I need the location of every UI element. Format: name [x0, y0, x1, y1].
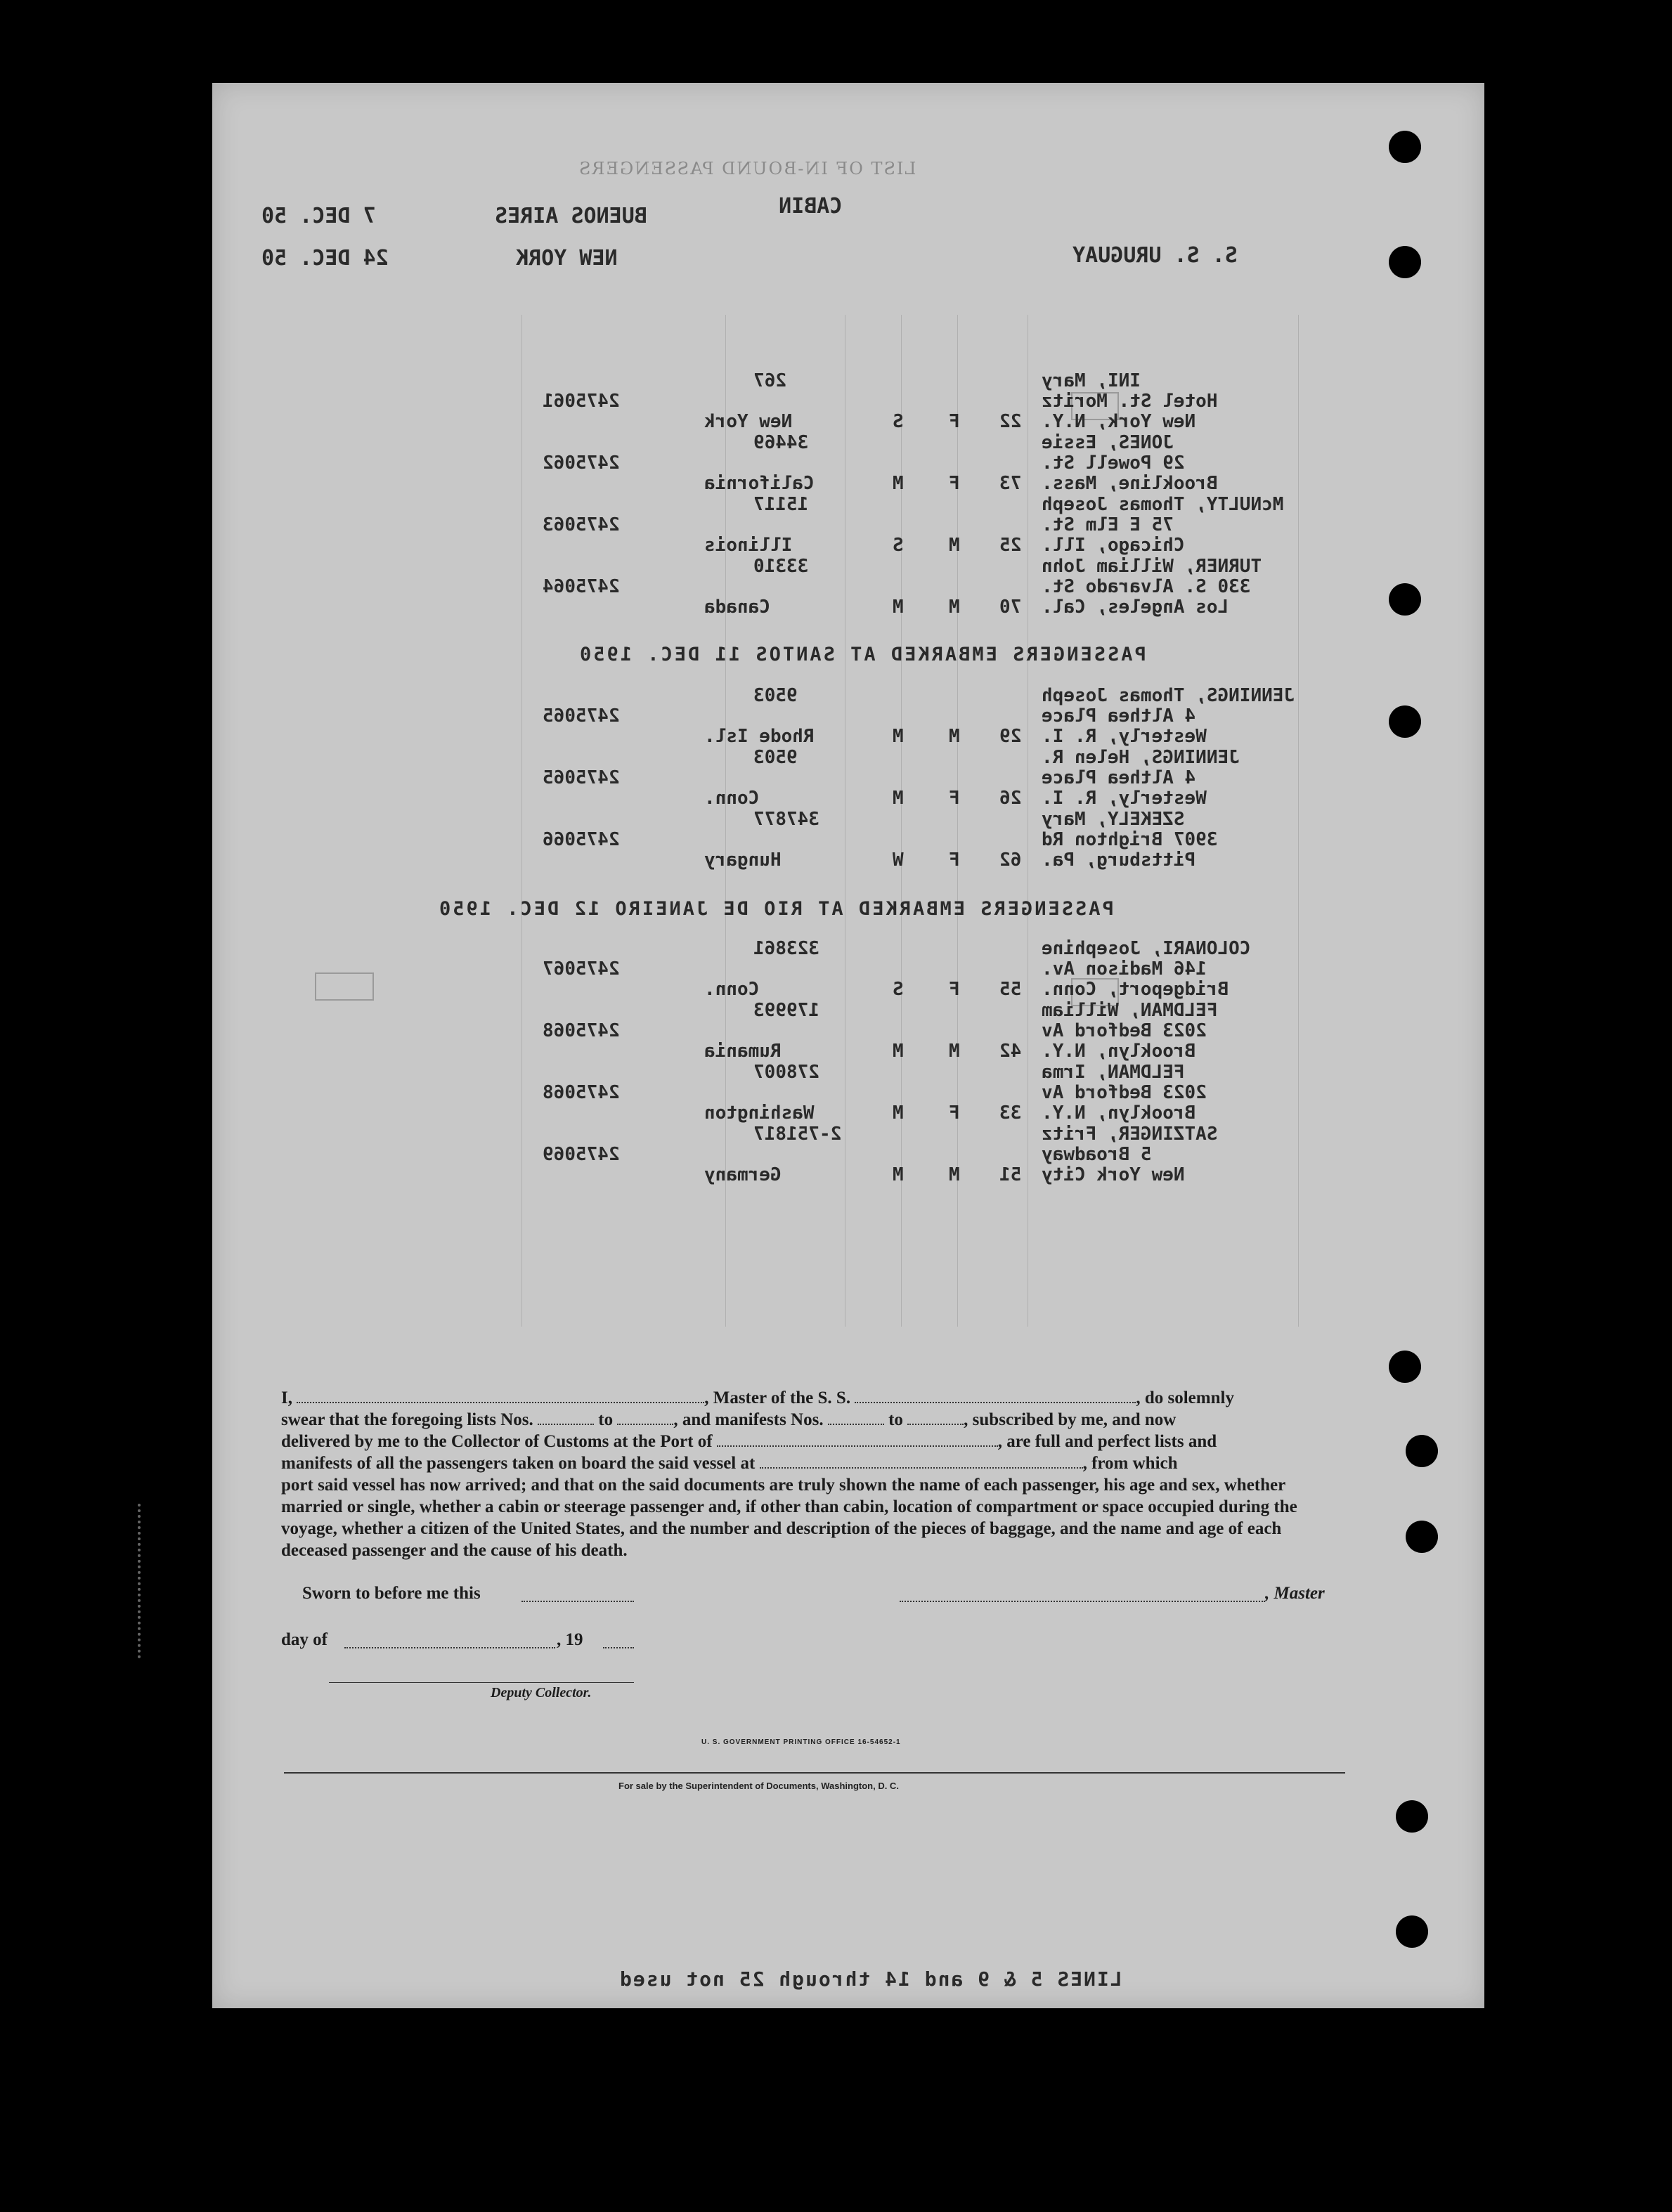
- passenger-number: 2475061: [543, 391, 620, 412]
- passenger-number: 2475066: [543, 829, 620, 850]
- section-rio: PASSENGERS EMBARKED AT RIO DE JANEIRO 12 DEC. 1950: [437, 898, 1114, 920]
- passenger-state: Conn.: [704, 788, 760, 809]
- punch-hole: [1389, 131, 1421, 163]
- passenger-status: W: [893, 850, 904, 871]
- passenger-address2: Westerly, R. I.: [1042, 788, 1207, 809]
- passenger-name: JENNINGS, Helen R.: [1042, 747, 1240, 768]
- passenger-name: McNULTY, Thomas Joseph: [1042, 494, 1284, 515]
- passenger-number: 2475065: [543, 767, 620, 788]
- passenger-sex: M: [949, 535, 960, 556]
- passenger-state: Hungary: [704, 850, 782, 871]
- passenger-age: 26: [999, 788, 1022, 809]
- oath-text: , Master of the S. S.: [704, 1388, 851, 1407]
- scan-artifact: [138, 1504, 148, 1658]
- passenger-address2: Westerly, R. I.: [1042, 726, 1207, 747]
- passenger-age: 51: [999, 1164, 1022, 1185]
- class-label: CABIN: [779, 194, 843, 219]
- passenger-age: 70: [999, 597, 1022, 618]
- passenger-sex: M: [949, 597, 960, 618]
- punch-hole: [1396, 1915, 1428, 1948]
- passenger-name: FELDMAN, Irma: [1042, 1062, 1185, 1083]
- passenger-state: Canada: [704, 597, 770, 618]
- passenger-sex: F: [949, 788, 960, 809]
- passenger-age: 22: [999, 411, 1022, 432]
- sworn-day-blank: [521, 1601, 634, 1602]
- passenger-state: Germany: [704, 1164, 782, 1185]
- list-from-blank: [538, 1410, 594, 1425]
- passenger-ref: 33310: [753, 556, 809, 577]
- passenger-sex: F: [949, 473, 960, 494]
- passenger-address2: Pittsburg, Pa.: [1042, 850, 1196, 871]
- passenger-status: S: [893, 411, 904, 432]
- passenger-address2: Brooklyn, N.Y.: [1042, 1041, 1196, 1062]
- passenger-sex: F: [949, 1102, 960, 1124]
- passenger-address1: 5 Broadway: [1042, 1144, 1152, 1165]
- day-of-blank: [344, 1647, 555, 1648]
- deputy-label: Deputy Collector.: [491, 1685, 592, 1700]
- passenger-status: M: [893, 1041, 904, 1062]
- column-rule: [1298, 315, 1299, 1327]
- passenger-address2: Los Angeles, Cal.: [1042, 597, 1229, 618]
- list-to-blank: [617, 1410, 673, 1425]
- vessel-name: S. S. URUGUAY: [1072, 243, 1238, 268]
- port-blank: [717, 1431, 998, 1447]
- passenger-number: 2475064: [543, 576, 620, 597]
- passenger-name: TURNER, William John: [1042, 556, 1262, 577]
- oath-text: , and manifests Nos.: [673, 1410, 824, 1429]
- passenger-sex: F: [949, 850, 960, 871]
- deputy-signature-blank: [329, 1682, 634, 1683]
- manifest-from-blank: [828, 1410, 884, 1425]
- oath-text: , subscribed by me, and now: [964, 1410, 1177, 1429]
- passenger-name: JONES, Essie: [1042, 432, 1174, 453]
- passenger-sex: F: [949, 979, 960, 1000]
- passenger-name: SZEKELY, Mary: [1042, 809, 1185, 830]
- from-port: BUENOS AIRES: [495, 204, 647, 228]
- passenger-number: 2475065: [543, 705, 620, 727]
- punch-hole: [1406, 1521, 1438, 1553]
- passenger-ref: 278007: [753, 1062, 819, 1083]
- passenger-address1: Hotel St. Moritz: [1042, 391, 1218, 412]
- passenger-address2: Chicago, Ill.: [1042, 535, 1185, 556]
- passenger-status: S: [893, 535, 904, 556]
- passenger-status: M: [893, 1102, 904, 1124]
- passenger-state: California: [704, 473, 815, 494]
- year-label: , 19: [557, 1630, 583, 1649]
- oath-text: swear that the foregoing lists Nos.: [281, 1410, 533, 1429]
- passenger-age: 73: [999, 473, 1022, 494]
- passenger-address2: Brooklyn, N.Y.: [1042, 1102, 1196, 1124]
- passenger-address1: 75 E Elm St.: [1042, 514, 1174, 535]
- oath-text: manifests of all the passengers taken on board the said vessel at: [281, 1454, 756, 1473]
- passenger-ref: 323861: [753, 938, 819, 959]
- passenger-ref: 9503: [753, 747, 798, 768]
- footer-rule: [284, 1772, 1345, 1774]
- passenger-sex: M: [949, 1041, 960, 1062]
- passenger-ref: 2-751817: [753, 1124, 842, 1145]
- oath-paragraph: [281, 1387, 1349, 1561]
- passenger-address2: New York City: [1042, 1164, 1185, 1185]
- passenger-name: JENNINGS, Thomas Joseph: [1042, 685, 1295, 706]
- passenger-address2: New York, N.Y.: [1042, 411, 1196, 432]
- passenger-ref: 15117: [753, 494, 809, 515]
- passenger-address1: 3907 Brighton Rd: [1042, 829, 1218, 850]
- passenger-age: 62: [999, 850, 1022, 871]
- punch-hole: [1389, 583, 1421, 616]
- passenger-ref: 179993: [753, 1000, 819, 1021]
- passenger-name: SATZINGER, Fritz: [1042, 1124, 1218, 1145]
- arrival-date: 24 DEC. 50: [261, 246, 389, 271]
- passenger-number: 2475063: [543, 514, 620, 535]
- punch-hole: [1389, 1351, 1421, 1383]
- stamp-box: [315, 972, 374, 1001]
- sworn-label: Sworn to before me this: [302, 1584, 481, 1603]
- year-blank: [603, 1647, 634, 1648]
- passenger-name: COLONARI, Josephine: [1042, 938, 1251, 959]
- passenger-address2: Brookline, Mass.: [1042, 473, 1218, 494]
- oath-body: port said vessel has now arrived; and that on the said documents are truly shown the name of each passenger, his age and sex, whether married or single, whether a cabin or steerage passenger and, if other than cabin, location of compartment or space occupied during the voyage, whether a citizen of the United States, and the number and description of the pieces of baggage, and the name and age of each deceased passenger and the cause of his death.: [281, 1476, 1297, 1560]
- passenger-ref: 267: [753, 370, 786, 391]
- oath-text: to: [598, 1410, 614, 1429]
- punch-hole: [1396, 1800, 1428, 1833]
- passenger-status: M: [893, 1164, 904, 1185]
- passenger-address1: 4 Althea Place: [1042, 705, 1196, 727]
- passenger-name: FELDMAN, William: [1042, 1000, 1218, 1021]
- day-of-label: day of: [281, 1630, 328, 1649]
- passenger-state: Washington: [704, 1102, 815, 1124]
- from-date: 7 DEC. 50: [261, 204, 376, 228]
- section-santos: PASSENGERS EMBARKED AT SANTOS 11 DEC. 1950: [578, 644, 1146, 665]
- vessel-name-blank: [855, 1388, 1136, 1403]
- oath-text: , do solemnly: [1136, 1388, 1234, 1407]
- oath-text: I,: [281, 1388, 292, 1407]
- passenger-ref: 347877: [753, 809, 819, 830]
- passenger-address1: 2023 Bedford Av: [1042, 1020, 1207, 1041]
- passenger-age: 42: [999, 1041, 1022, 1062]
- oath-text: , are full and perfect lists and: [997, 1432, 1217, 1451]
- punch-hole: [1389, 705, 1421, 738]
- embark-port-blank: [760, 1453, 1083, 1469]
- passenger-number: 2475067: [543, 958, 620, 980]
- passenger-address1: 2023 Bedford Av: [1042, 1082, 1207, 1103]
- passenger-state: Illinois: [704, 535, 793, 556]
- passenger-status: M: [893, 473, 904, 494]
- passenger-status: M: [893, 788, 904, 809]
- passenger-age: 55: [999, 979, 1022, 1000]
- passenger-state: Rhode Isl.: [704, 726, 815, 747]
- master-label: , Master: [1265, 1584, 1325, 1603]
- passenger-status: M: [893, 597, 904, 618]
- passenger-sex: M: [949, 1164, 960, 1185]
- for-sale-note: For sale by the Superintendent of Documents, Washington, D. C.: [618, 1781, 899, 1791]
- printing-office: U. S. GOVERNMENT PRINTING OFFICE 16-54652-1: [701, 1738, 901, 1746]
- passenger-number: 2475069: [543, 1144, 620, 1165]
- passenger-state: Rumania: [704, 1041, 782, 1062]
- passenger-state: New York: [704, 411, 793, 432]
- manifest-page: [212, 83, 1484, 2008]
- column-rule: [521, 315, 522, 1327]
- passenger-age: 25: [999, 535, 1022, 556]
- punch-hole: [1389, 246, 1421, 278]
- oath-text: delivered by me to the Collector of Customs at the Port of: [281, 1432, 713, 1451]
- passenger-address1: 146 Madison Av.: [1042, 958, 1207, 980]
- passenger-ref: 34469: [753, 432, 809, 453]
- master-signature-blank: [900, 1601, 1265, 1602]
- oath-text: , from which: [1082, 1454, 1178, 1473]
- lines-not-used-note: LINES 5 & 9 and 14 through 25 not used: [618, 1967, 1122, 1991]
- punch-hole: [1406, 1435, 1438, 1467]
- passenger-address1: 29 Powell St.: [1042, 453, 1185, 474]
- passenger-number: 2475062: [543, 453, 620, 474]
- passenger-sex: M: [949, 726, 960, 747]
- oath-text: to: [888, 1410, 903, 1429]
- passenger-state: Conn.: [704, 979, 760, 1000]
- passenger-number: 2475068: [543, 1082, 620, 1103]
- manifest-to-blank: [907, 1410, 964, 1425]
- form-title: LIST OF IN-BOUND PASSENGERS: [578, 159, 916, 178]
- passenger-age: 33: [999, 1102, 1022, 1124]
- passenger-name: INI, Mary: [1042, 370, 1141, 391]
- passenger-status: M: [893, 726, 904, 747]
- passenger-age: 29: [999, 726, 1022, 747]
- passenger-status: S: [893, 979, 904, 1000]
- passenger-number: 2475068: [543, 1020, 620, 1041]
- passenger-address2: Bridgeport, Conn.: [1042, 979, 1229, 1000]
- arrival-port: NEW YORK: [516, 246, 618, 271]
- master-name-blank: [297, 1388, 704, 1403]
- passenger-address1: 330 S. Alvarado St.: [1042, 576, 1251, 597]
- passenger-address1: 4 Althea Place: [1042, 767, 1196, 788]
- passenger-ref: 9503: [753, 685, 798, 706]
- passenger-sex: F: [949, 411, 960, 432]
